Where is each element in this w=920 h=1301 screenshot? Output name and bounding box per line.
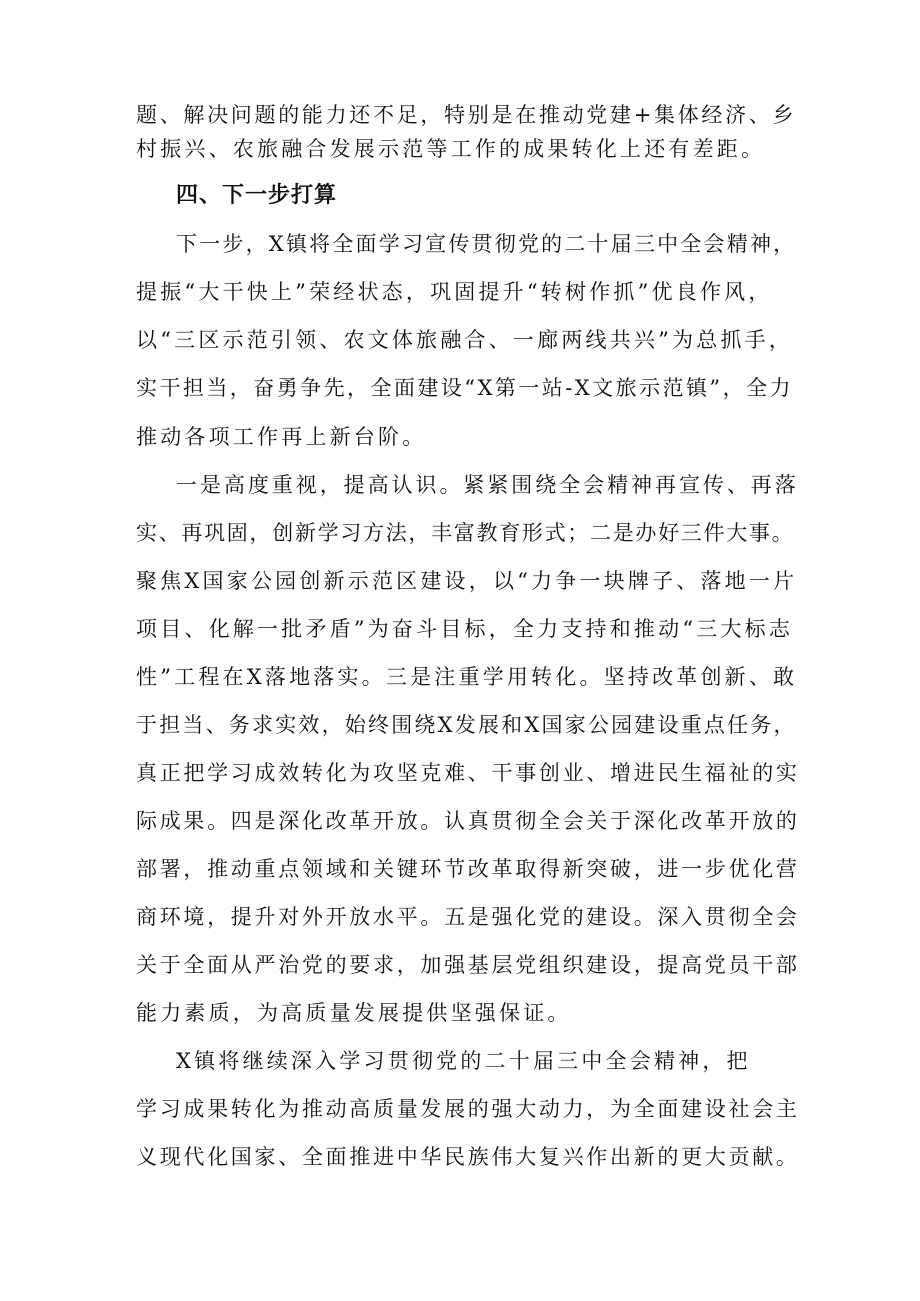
- body-line: 关于全面从严治党的要求，加强基层党组织建设，提高党员干部: [136, 953, 800, 977]
- body-line: 实干担当，奋勇争先，全面建设“X第一站-X文旅示范镇”，全力: [136, 376, 793, 400]
- body-line: 一是高度重视，提高认识。紧紧围绕全会精神再宣传、再落: [176, 473, 799, 497]
- body-line: 项目、化解一批矛盾”为奋斗目标，全力支持和推动“三大标志: [136, 617, 794, 641]
- body-line: 下一步，X镇将全面学习宣传贯彻党的二十届三中全会精神，: [176, 232, 797, 256]
- body-line: 于担当、务求实效，始终围绕X发展和X国家公园建设重点任务，: [136, 713, 797, 737]
- body-line: X镇将继续深入学习贯彻党的二十届三中全会精神，把: [176, 1049, 751, 1073]
- body-line: 题、解决问题的能力还不足，特别是在推动党建+集体经济、乡: [136, 103, 797, 127]
- body-line: 商环境，提升对外开放水平。五是强化党的建设。深入贯彻全会: [136, 905, 800, 929]
- body-line: 以“三区示范引领、农文体旅融合、一廊两线共兴”为总抓手，: [136, 328, 794, 352]
- body-line: 际成果。四是深化改革开放。认真贯彻全会关于深化改革开放的: [136, 809, 800, 833]
- body-line: 真正把学习成效转化为攻坚克难、干事创业、增进民生福祉的实: [136, 761, 800, 785]
- body-line: 实、再巩固，创新学习方法，丰富教育形式；二是办好三件大事。: [136, 521, 795, 545]
- body-line: 义现代化国家、全面推进中华民族伟大复兴作出新的更大贡献。: [136, 1145, 800, 1169]
- body-line: 聚焦X国家公园创新示范区建设，以“力争一块牌子、落地一片: [136, 569, 798, 593]
- body-line: 学习成果转化为推动高质量发展的强大动力，为全面建设社会主: [136, 1097, 800, 1121]
- body-line: 推动各项工作再上新台阶。: [136, 425, 427, 449]
- body-line: 村振兴、农旅融合发展示范等工作的成果转化上还有差距。: [136, 137, 766, 161]
- body-line: 部署，推动重点领域和关键环节改革取得新突破，进一步优化营: [136, 857, 800, 881]
- body-line: 提振“大干快上”荣经状态，巩固提升“转树作抓”优良作风，: [136, 280, 773, 304]
- body-line: 性”工程在X落地落实。三是注重学用转化。坚持改革创新、敢: [136, 665, 798, 689]
- body-line: 能力素质，为高质量发展提供坚强保证。: [136, 1001, 572, 1025]
- section-heading: 四、下一步打算: [176, 183, 338, 208]
